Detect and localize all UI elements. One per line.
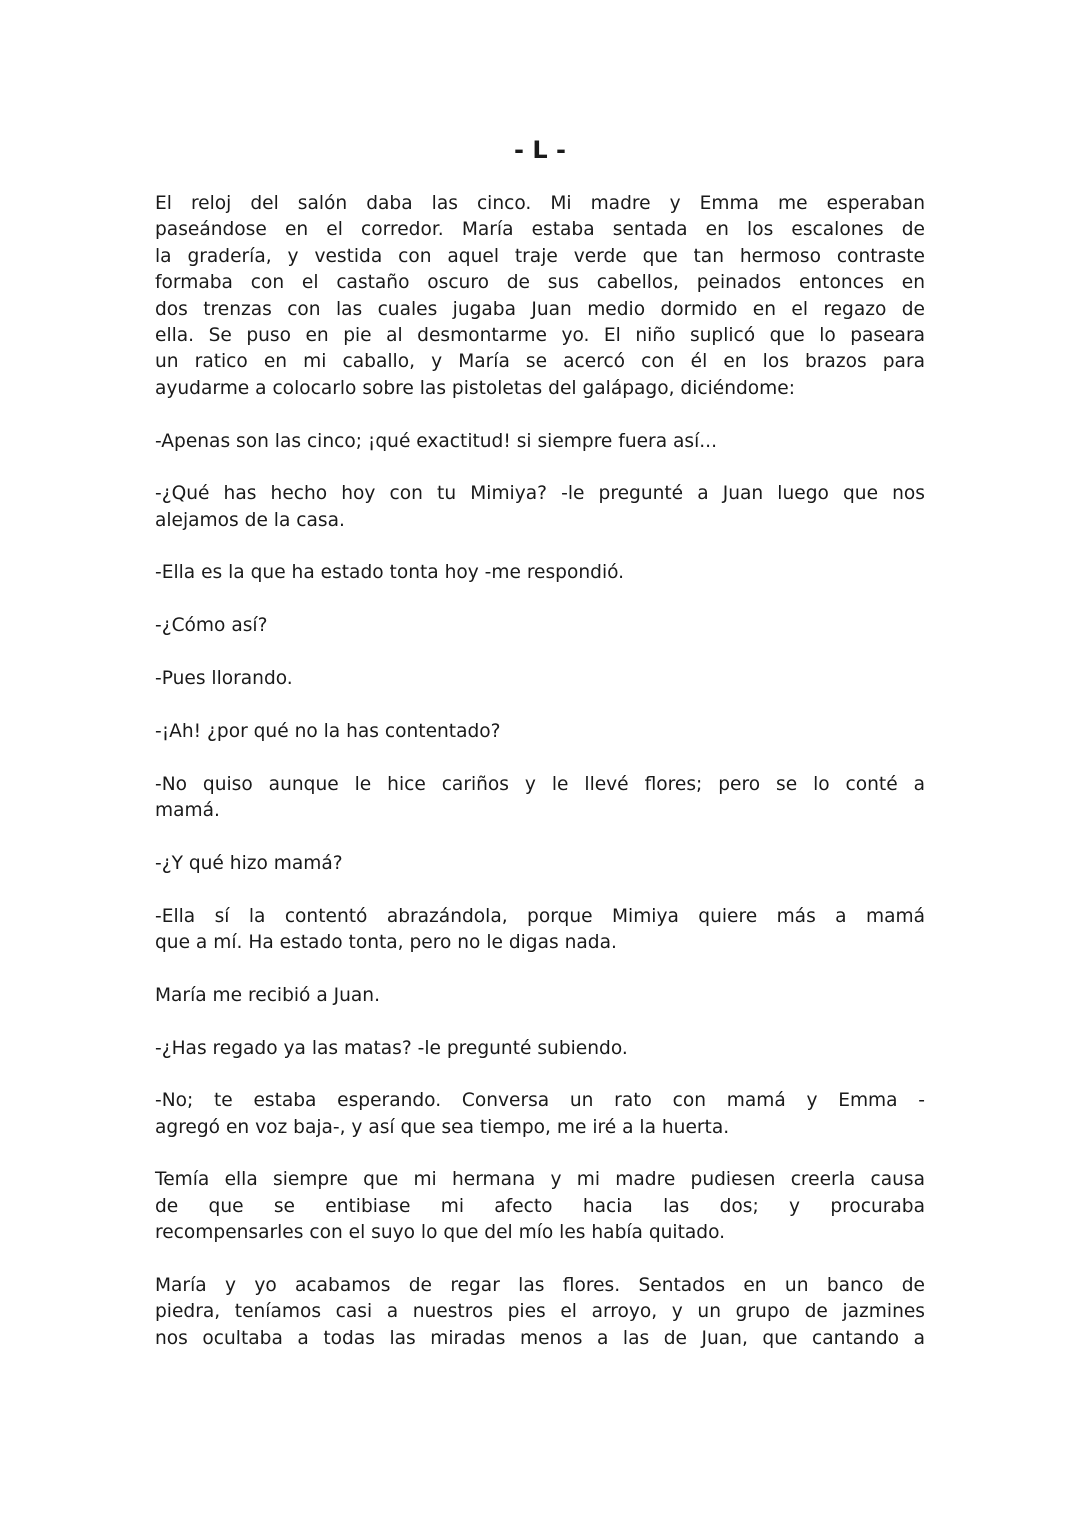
text-line: paseándose en el corredor. María estaba sentada en los escalones de	[155, 219, 925, 241]
text-line: ella. Se puso en pie al desmontarme yo. El niño suplicó que lo paseara	[155, 324, 925, 346]
text-line: de que se entibiase mi afecto hacia las dos; y procuraba	[155, 1195, 925, 1217]
text-line: -¿Cómo así?	[155, 615, 268, 637]
text-line: -Ella sí la contentó abrazándola, porque Mimiya quiere más a mamá	[155, 905, 925, 927]
text-line: -¿Y qué hizo mamá?	[155, 852, 343, 874]
text-line: -¿Qué has hecho hoy con tu Mimiya? -le pregunté a Juan luego que nos	[155, 483, 925, 505]
text-line: un ratico en mi caballo, y María se acercó con él en los brazos para	[155, 351, 925, 373]
paragraph	[155, 719, 925, 745]
text-line: -Apenas son las cinco; ¡qué exactitud! si siempre fuera así...	[155, 430, 717, 452]
text-line: -Ella es la que ha estado tonta hoy -me respondió.	[155, 562, 625, 584]
text-line: mamá.	[155, 799, 220, 821]
paragraph	[155, 772, 925, 825]
paragraph	[155, 560, 925, 586]
paragraph	[155, 1036, 925, 1062]
text-line: dos trenzas con las cuales jugaba Juan medio dormido en el regazo de	[155, 298, 925, 320]
paragraph	[155, 481, 925, 534]
paragraph	[155, 851, 925, 877]
paragraph	[155, 666, 925, 692]
text-line: que a mí. Ha estado tonta, pero no le digas nada.	[155, 931, 617, 953]
text-line: María me recibió a Juan.	[155, 984, 380, 1006]
paragraph	[155, 191, 925, 402]
paragraph	[155, 904, 925, 957]
text-line: agregó en voz baja-, y así que sea tiempo, me iré a la huerta.	[155, 1116, 730, 1138]
text-line: formaba con el castaño oscuro de sus cabellos, peinados entonces en	[155, 272, 925, 294]
text-line: El reloj del salón daba las cinco. Mi madre y Emma me esperaban	[155, 193, 925, 214]
paragraph	[155, 1167, 925, 1246]
text-line: -No quiso aunque le hice cariños y le llevé flores; pero se lo conté a	[155, 773, 925, 795]
paragraph	[155, 1088, 925, 1141]
text-line: piedra, teníamos casi a nuestros pies el arroyo, y un grupo de jazmines	[155, 1301, 925, 1323]
text-line: la gradería, y vestida con aquel traje verde que tan hermoso contraste	[155, 245, 925, 267]
text-line: recompensarles con el suyo lo que del mío les había quitado.	[155, 1222, 726, 1244]
text-line: -Pues llorando.	[155, 668, 293, 690]
text-line: nos ocultaba a todas las miradas menos a las de Juan, que cantando a	[155, 1327, 925, 1349]
text-line: -No; te estaba esperando. Conversa un rato con mamá y Emma -	[155, 1090, 925, 1112]
text-line: Temía ella siempre que mi hermana y mi madre pudiesen creerla causa	[155, 1169, 925, 1191]
paragraph	[155, 429, 925, 455]
text-line: -¿Has regado ya las matas? -le pregunté subiendo.	[155, 1037, 628, 1059]
text-line: -¡Ah! ¿por qué no la has contentado?	[155, 720, 501, 742]
text-line: ayudarme a colocarlo sobre las pistoletas del galápago, diciéndome:	[155, 377, 795, 399]
text-line: María y yo acabamos de regar las flores. Sentados en un banco de	[155, 1275, 925, 1297]
chapter-title: - L -	[514, 136, 566, 164]
paragraph	[155, 613, 925, 639]
document-body	[155, 191, 925, 1379]
paragraph	[155, 983, 925, 1009]
paragraph	[155, 1273, 925, 1352]
text-line: alejamos de la casa.	[155, 509, 345, 531]
